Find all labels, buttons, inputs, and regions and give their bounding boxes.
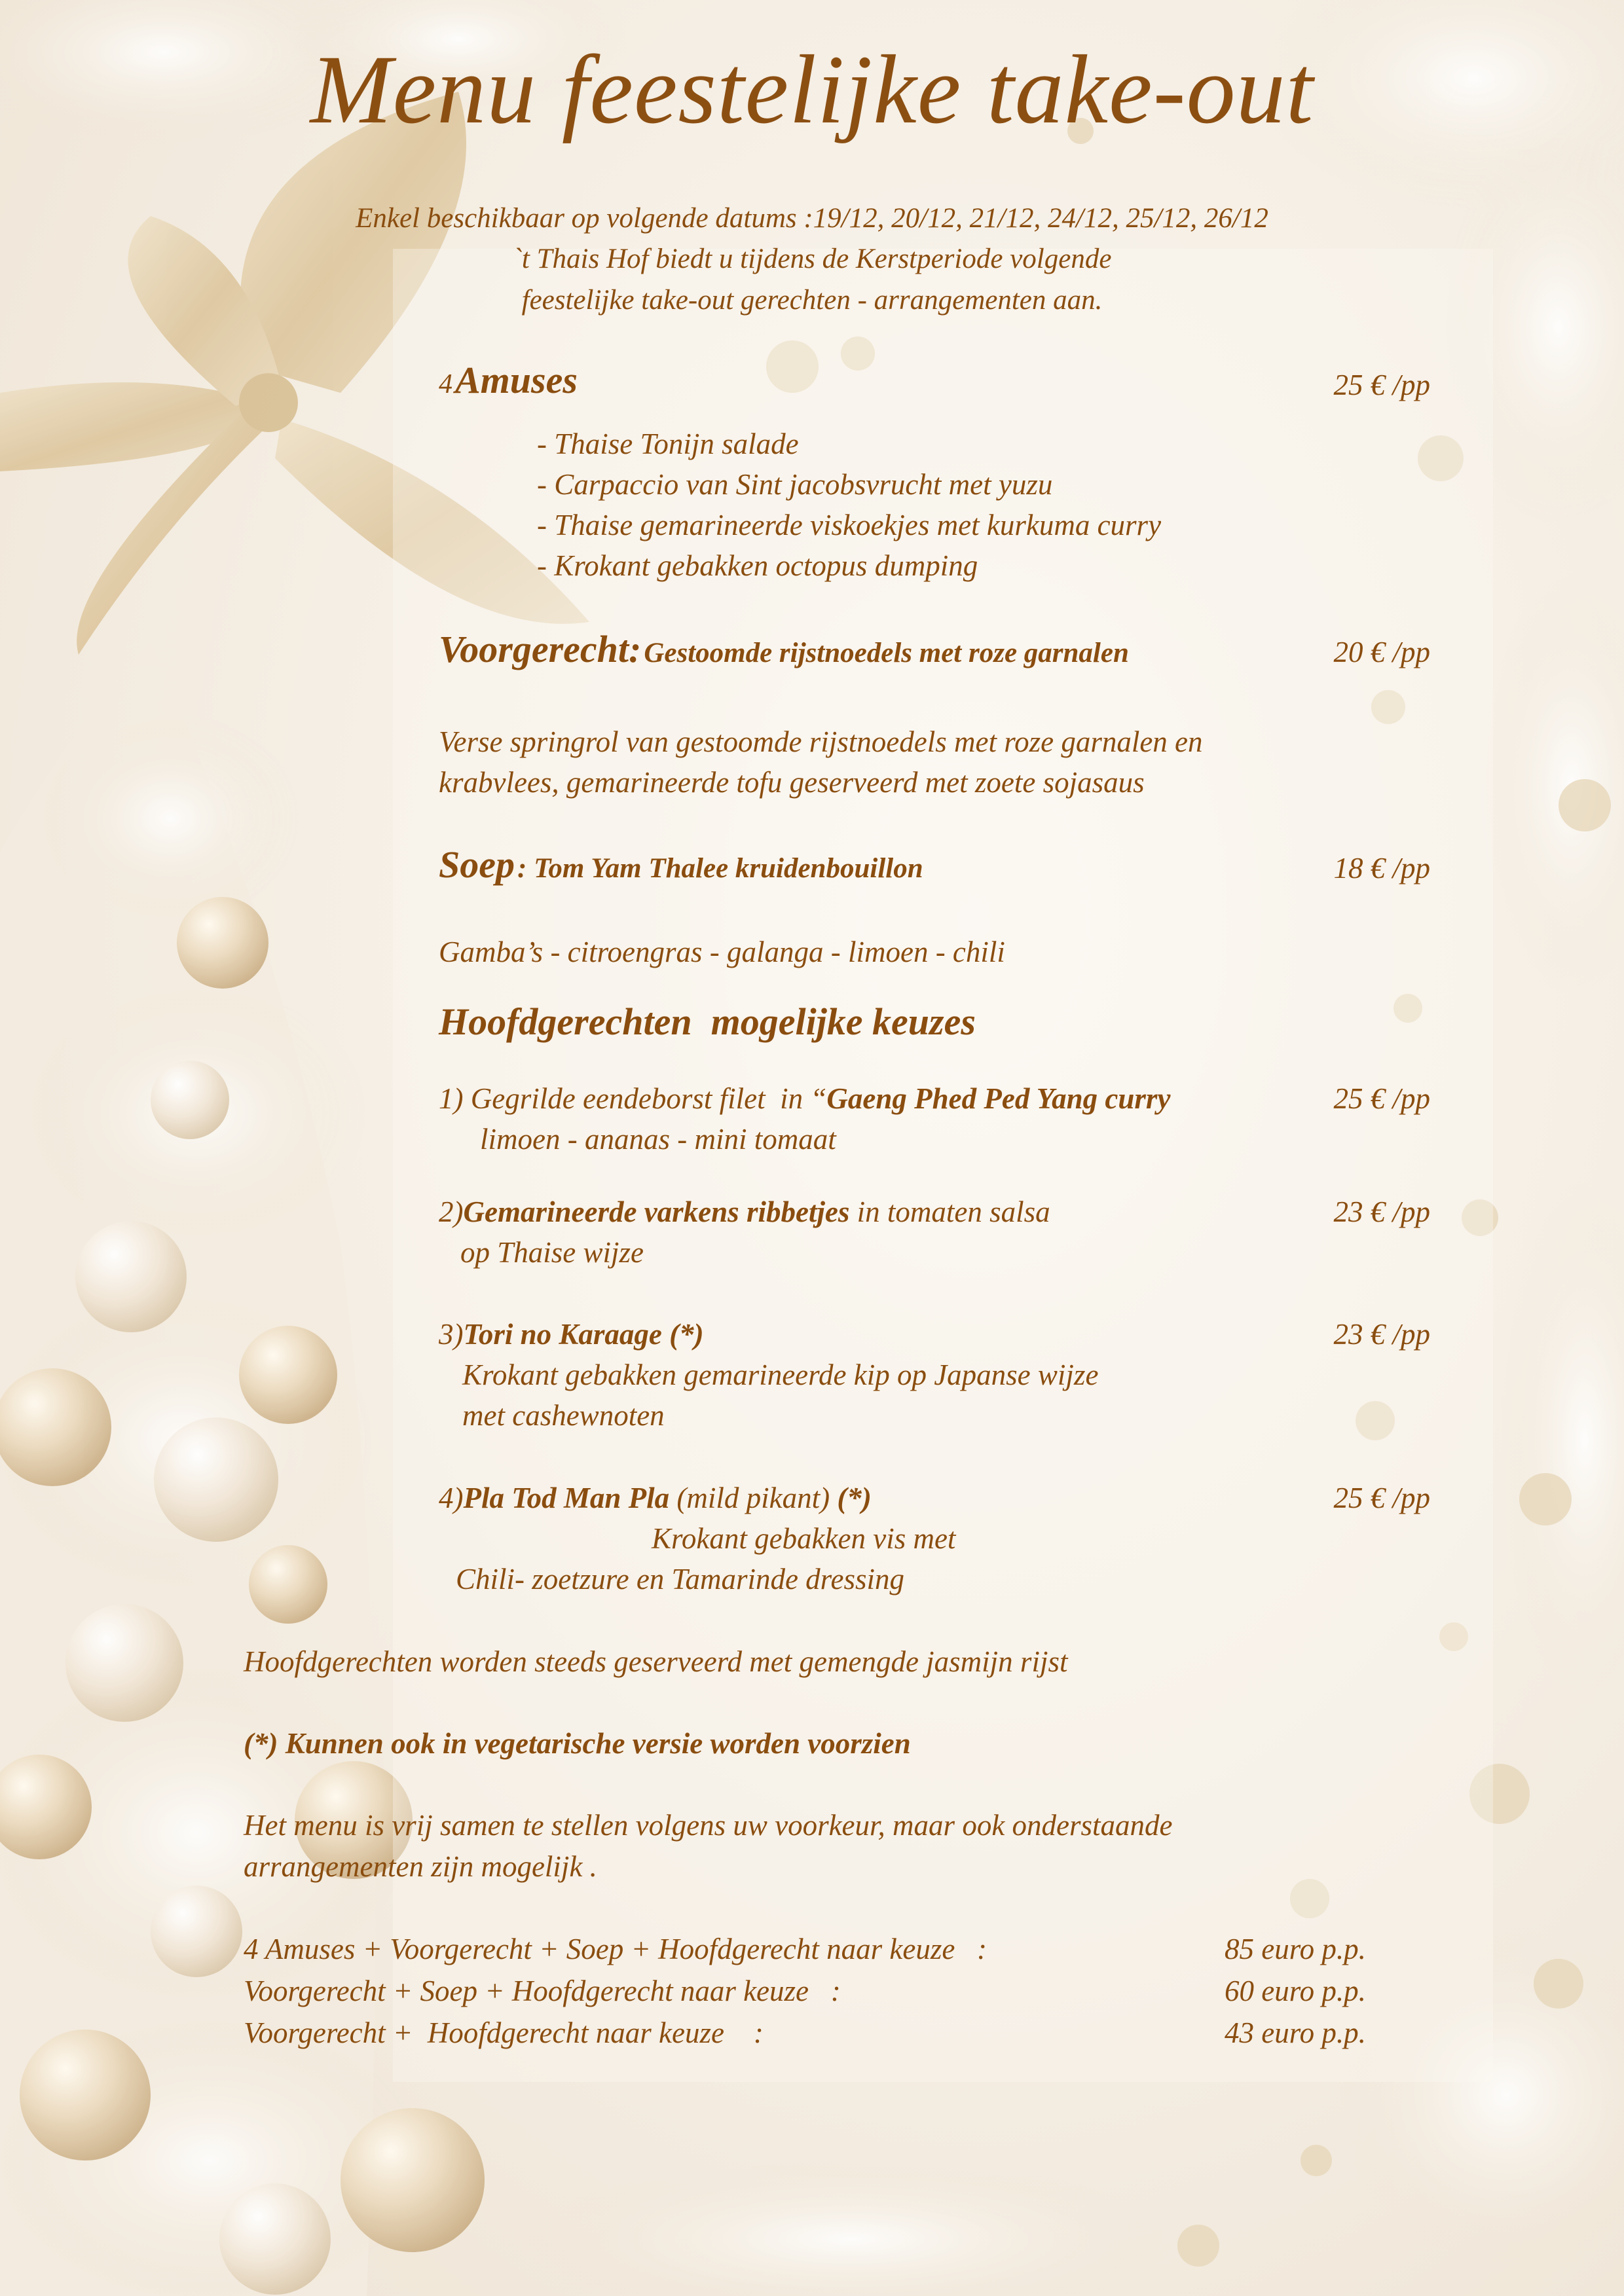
starter-desc-1: Verse springrol van gestoomde rijstnoedels met roze garnalen en: [439, 725, 1203, 758]
dish-name: Tori no Karaage (*): [463, 1318, 704, 1351]
dish-name: Gemarineerde varkens ribbetjes: [463, 1195, 850, 1228]
vegetarian-marker: (*): [837, 1482, 872, 1514]
vegetarian-note: (*) Kunnen ook in vegetarische versie worden voorzien: [244, 1727, 911, 1760]
starter-name: Gestoomde rijstnoedels met roze garnalen: [644, 638, 1129, 668]
arrangement-label: Voorgerecht + Soep + Hoofdgerecht naar keuze :: [244, 1975, 841, 2007]
dish-number: 4): [439, 1482, 464, 1514]
dish-desc: Krokant gebakken vis met: [652, 1522, 956, 1555]
main-dish-1: [439, 1084, 1170, 1114]
availability-dates: Enkel beschikbaar op volgende datums :19/12, 20/12, 21/12, 24/12, 25/12, 26/12: [356, 203, 1268, 234]
amuse-item: - Thaise Tonijn salade: [537, 428, 799, 460]
starter-heading: [439, 630, 1129, 668]
dish-number: 2): [439, 1195, 464, 1228]
dish-price: 23 € /pp: [1333, 1195, 1430, 1228]
intro-line-1: `t Thais Hof biedt u tijdens de Kerstperiode volgende: [512, 244, 1112, 274]
dish-price: 25 € /pp: [1333, 1082, 1430, 1115]
dish-desc: Krokant gebakken gemarineerde kip op Japanse wijze: [462, 1358, 1099, 1391]
amuse-item: - Carpaccio van Sint jacobsvrucht met yuzu: [537, 468, 1053, 501]
arrangement-price: 85 euro p.p.: [1225, 1933, 1366, 1965]
amuses-price: 25 € /pp: [1333, 369, 1430, 401]
dish-price: 25 € /pp: [1333, 1482, 1430, 1514]
arrangement-price: 43 euro p.p.: [1225, 2016, 1366, 2049]
main-dish-3: [439, 1320, 704, 1349]
dish-extra: in tomaten salsa: [849, 1195, 1050, 1228]
dish-desc: met cashewnoten: [462, 1399, 665, 1432]
soup-label: Soep: [439, 843, 515, 886]
soup-heading: [439, 843, 923, 886]
page-title: Menu feestelijke take-out: [310, 35, 1314, 144]
dish-desc: op Thaise wijze: [460, 1236, 644, 1269]
amuse-item: - Thaise gemarineerde viskoekjes met kurkuma curry: [537, 509, 1162, 541]
dish-name: Pla Tod Man Pla: [463, 1482, 670, 1514]
dish-number: 3): [439, 1318, 464, 1351]
arrangement-price: 60 euro p.p.: [1225, 1975, 1366, 2007]
main-dish-2: [439, 1197, 1050, 1227]
soup-name: : Tom Yam Thalee kruidenbouillon: [517, 853, 923, 884]
mains-heading: Hoofdgerechten mogelijke keuzes: [439, 1000, 976, 1043]
dish-extra: (mild pikant): [669, 1482, 838, 1514]
amuse-item: - Krokant gebakken octopus dumping: [537, 549, 978, 582]
dish-number: 1) Gegrilde eendeborst filet in “: [439, 1082, 827, 1115]
amuses-heading: [439, 361, 578, 399]
amuses-label: Amuses: [455, 359, 578, 401]
soup-price: 18 € /pp: [1333, 852, 1430, 884]
free-choice-note-2: arrangementen zijn mogelijk .: [244, 1850, 597, 1883]
amuses-count: 4: [439, 369, 452, 399]
intro-line-2: feestelijke take-out gerechten - arrangementen aan.: [521, 285, 1103, 316]
dish-desc: limoen - ananas - mini tomaat: [480, 1123, 836, 1156]
soup-desc: Gamba’s - citroengras - galanga - limoen - chili: [439, 936, 1005, 968]
dish-name: Gaeng Phed Ped Yang curry: [826, 1082, 1171, 1115]
dish-price: 23 € /pp: [1333, 1318, 1430, 1351]
arrangement-label: 4 Amuses + Voorgerecht + Soep + Hoofdgerecht naar keuze :: [244, 1933, 987, 1965]
starter-label: Voorgerecht:: [439, 628, 642, 670]
rice-note: Hoofdgerechten worden steeds geserveerd met gemengde jasmijn rijst: [244, 1645, 1068, 1678]
dish-desc: Chili- zoetzure en Tamarinde dressing: [456, 1563, 905, 1595]
starter-price: 20 € /pp: [1333, 636, 1430, 668]
main-dish-4: [439, 1484, 872, 1513]
starter-desc-2: krabvlees, gemarineerde tofu geserveerd met zoete sojasaus: [439, 766, 1145, 799]
arrangement-label: Voorgerecht + Hoofdgerecht naar keuze :: [244, 2016, 764, 2049]
free-choice-note-1: Het menu is vrij samen te stellen volgens uw voorkeur, maar ook onderstaande: [244, 1809, 1173, 1842]
